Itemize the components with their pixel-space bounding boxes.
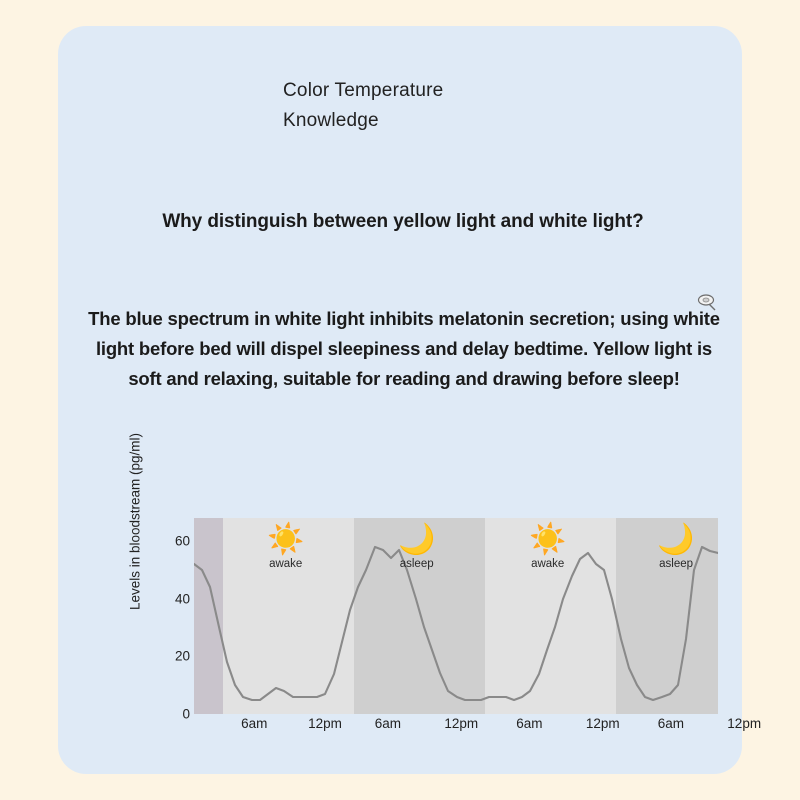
y-tick: 60 [174, 533, 190, 549]
x-tick: 6am [516, 716, 543, 731]
y-tick: 0 [182, 706, 190, 722]
phase-label: awake [531, 558, 565, 570]
phase-label: asleep [399, 558, 434, 570]
melatonin-chart [78, 432, 762, 736]
question-heading: Why distinguish between yellow light and white light? [162, 211, 644, 232]
x-tick: 12pm [585, 716, 620, 731]
x-tick: 12pm [727, 716, 762, 731]
mouse-pointer-icon [696, 291, 718, 313]
phase-label: asleep [659, 558, 694, 570]
phase-awake-1 [241, 524, 331, 570]
phase-asleep-1 [372, 524, 462, 570]
moon-icon: 🌙 [398, 523, 436, 556]
x-tick: 6am [657, 716, 684, 731]
phase-awake-2 [503, 524, 593, 570]
page-title: Color Temperature Knowledge [283, 80, 444, 131]
x-tick: 12pm [308, 716, 342, 731]
body-paragraph: The blue spectrum in white light inhibits melatonin secretion; using white light before bed will dispel sleepiness and delay bedtime. Yellow light is soft and relaxing, suitable for reading and drawing before sleep! [88, 308, 720, 389]
plot-area [194, 518, 718, 714]
x-axis-ticks [194, 716, 762, 740]
x-tick: 12pm [444, 716, 479, 731]
sun-icon: ☀️ [267, 523, 305, 556]
moon-icon: 🌙 [657, 523, 695, 556]
y-axis-label: Levels in bloodstream (pg/ml) [127, 432, 143, 611]
y-tick: 20 [174, 648, 190, 664]
phase-label: awake [269, 558, 303, 570]
y-tick: 40 [174, 591, 190, 607]
phase-asleep-2 [631, 524, 721, 570]
x-tick: 6am [374, 716, 402, 731]
y-axis-ticks [138, 518, 194, 722]
x-tick: 6am [241, 716, 268, 731]
sun-icon: ☀️ [529, 523, 567, 556]
knowledge-card [58, 26, 762, 774]
